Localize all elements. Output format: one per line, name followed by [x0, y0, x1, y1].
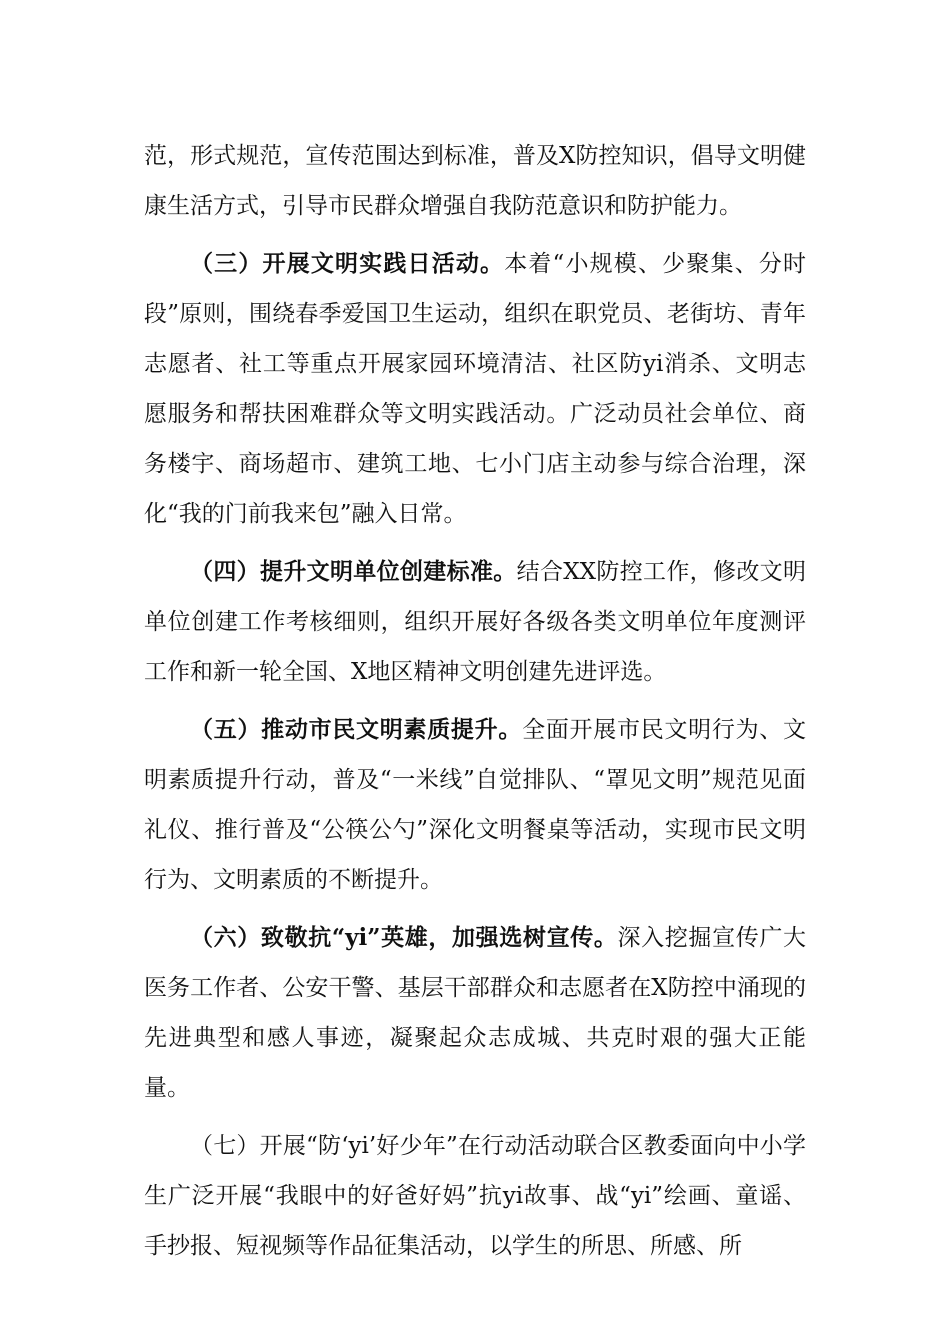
- paragraph-section-3: [144, 239, 806, 539]
- paragraph-text: 深入挖掘宣传广大医务工作者、公安干警、基层干部群众和志愿者在X防控中涌现的先进典型和感人事迹，凝聚起众志成城、共克时艰的强大正能量。: [144, 925, 807, 1101]
- section-heading: （三）开展文明实践日活动。: [190, 250, 505, 277]
- document-body: [144, 131, 806, 1279]
- paragraph-section-4: [144, 547, 806, 697]
- paragraph-text: 本着“小规模、少聚集、分时段”原则，围绕春季爱国卫生运动，组织在职党员、老街坊、青年志愿者、社工等重点开展家园环境清洁、社区防yi消杀、文明志愿服务和帮扶困难群众等文明实践活动。广泛动员社会单位、商务楼宇、商场超市、建筑工地、七小门店主动参与综合治理，深化“我的门前我来包”融入日常。: [144, 251, 806, 527]
- paragraph-text: （七）开展“防‘yi’好少年”在行动活动联合区教委面向中小学生广泛开展“我眼中的好爸好妈”抗yi故事、战“yi”绘画、童谣、手抄报、短视频等作品征集活动，以学生的所思、所感、所: [144, 1133, 806, 1259]
- paragraph-text: 结合XX防控工作，修改文明单位创建工作考核细则，组织开展好各级各类文明单位年度测评工作和新一轮全国、X地区精神文明创建先进评选。: [144, 559, 807, 685]
- paragraph-section-7: [144, 1121, 806, 1271]
- paragraph-text: 全面开展市民文明行为、文明素质提升行动，普及“一米线”自觉排队、“罩见文明”规范见面礼仪、推行普及“公筷公勺”深化文明餐桌等活动，实现市民文明行为、文明素质的不断提升。: [144, 717, 807, 893]
- paragraph-continuation: [144, 131, 806, 231]
- paragraph-section-5: [144, 705, 806, 905]
- paragraph-section-6: [144, 913, 806, 1113]
- paragraph-text: 范，形式规范，宣传范围达到标准，普及X防控知识，倡导文明健康生活方式，引导市民群众增强自我防范意识和防护能力。: [144, 143, 806, 219]
- section-heading: （四）提升文明单位创建标准。: [190, 558, 517, 585]
- section-heading: （五）推动市民文明素质提升。: [190, 716, 523, 743]
- section-heading: （六）致敬抗“yi”英雄，加强选树宣传。: [190, 924, 618, 951]
